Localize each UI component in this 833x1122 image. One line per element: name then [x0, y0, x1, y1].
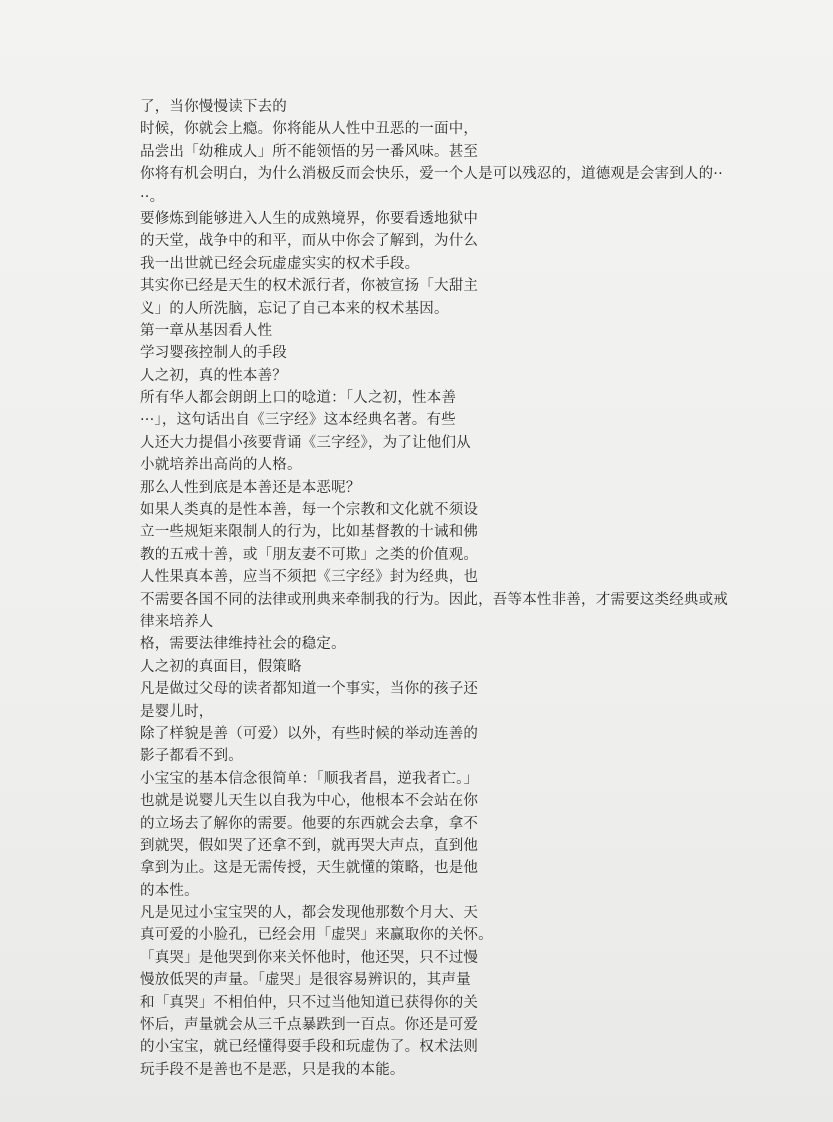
text-line: 那么人性到底是本善还是本恶呢？	[140, 479, 361, 496]
text-line: 的天堂，战争中的和平，而从中你会了解到，为什么	[140, 233, 479, 250]
text-line: 影子都看不到。	[140, 748, 243, 765]
text-line: ··。	[140, 188, 165, 205]
text-line: 所有华人都会朗朗上口的唸道：「人之初，性本善	[140, 390, 457, 407]
text-line: 除了样貌是善（可爱）以外，有些时候的举动连善的	[140, 725, 479, 742]
text-line: 教的五戒十善，或「朋友妻不可欺」之类的价值观。	[140, 546, 479, 563]
text-line: 拿到为止。这是无需传授，天生就懂的策略，也是他	[140, 860, 479, 877]
body-text	[140, 96, 740, 1081]
text-line: 我一出世就已经会玩虚虚实实的权术手段。	[140, 255, 420, 272]
text-line: 的本性。	[140, 882, 199, 899]
text-line: 凡是做过父母的读者都知道一个事实，当你的孩子还	[140, 681, 479, 698]
text-line: 律来培养人	[140, 613, 214, 630]
text-line: 凡是见过小宝宝哭的人，都会发现他那数个月大、天	[140, 905, 479, 922]
text-line: 人性果真本善，应当不须把《三字经》封为经典，也	[140, 569, 479, 586]
text-line: 立一些规矩来限制人的行为，比如基督教的十诫和佛	[140, 524, 479, 541]
text-line: 「真哭」是他哭到你来关怀他时，他还哭，只不过慢	[140, 949, 479, 966]
text-line: 玩手段不是善也不是恶，只是我的本能。	[140, 1061, 405, 1078]
section-heading: 学习婴孩控制人的手段	[140, 345, 287, 362]
text-line: 如果人类真的是性本善，每一个宗教和文化就不须设	[140, 502, 479, 519]
text-line: 的小宝宝，就已经懂得耍手段和玩虚伪了。权术法则	[140, 1039, 479, 1056]
section-heading: 人之初的真面目，假策略	[140, 658, 302, 675]
text-line: 不需要各国不同的法律或刑典来牵制我的行为。因此，吾等本性非善，才需要这类经典或戒	[140, 591, 728, 608]
text-line: 时候，你就会上瘾。你将能从人性中丑恶的一面中，	[140, 121, 479, 138]
text-line: 怀后，声量就会从三千点暴跌到一百点。你还是可爱	[140, 1017, 479, 1034]
text-line: 你将有机会明白，为什么消极反而会快乐，爱一个人是可以残忍的，道德观是会害到人的··	[140, 166, 723, 183]
text-line: 人还大力提倡小孩要背诵《三字经》，为了让他们从	[140, 434, 471, 451]
text-line: ···」，这句话出自《三字经》这本经典名著。有些	[140, 412, 456, 429]
text-line: 要修炼到能够进入人生的成熟境界，你要看透地狱中	[140, 210, 479, 227]
text-line: 了，当你慢慢读下去的	[140, 99, 287, 115]
text-line: 义」的人所洗脑，忘记了自己本来的权术基因。	[140, 300, 449, 317]
text-line: 小就培养出高尚的人格。	[140, 457, 302, 474]
text-line: 真可爱的小脸孔，已经会用「虚哭」来赢取你的关怀。	[140, 927, 493, 944]
text-line: 也就是说婴儿天生以自我为中心，他根本不会站在你	[140, 793, 479, 810]
text-line: 和「真哭」不相伯仲，只不过当他知道已获得你的关	[140, 994, 479, 1011]
text-line: 慢放低哭的声量。「虚哭」是很容易辨识的，其声量	[140, 972, 471, 989]
text-line: 是婴儿时，	[140, 703, 214, 720]
chapter-heading: 第一章从基因看人性	[140, 322, 273, 339]
section-heading: 人之初，真的性本善？	[140, 367, 287, 384]
text-line: 格，需要法律维持社会的稳定。	[140, 636, 346, 653]
text-line: 其实你已经是天生的权术派行者，你被宣扬「大甜主	[140, 278, 479, 295]
text-line: 的立场去了解你的需要。他要的东西就会去拿，拿不	[140, 815, 479, 832]
text-line: 品尝出「幼稚成人」所不能领悟的另一番风味。甚至	[140, 143, 479, 160]
text-line: 小宝宝的基本信念很简单：「顺我者昌，逆我者亡。」	[140, 770, 479, 787]
text-line: 到就哭，假如哭了还拿不到，就再哭大声点，直到他	[140, 837, 479, 854]
